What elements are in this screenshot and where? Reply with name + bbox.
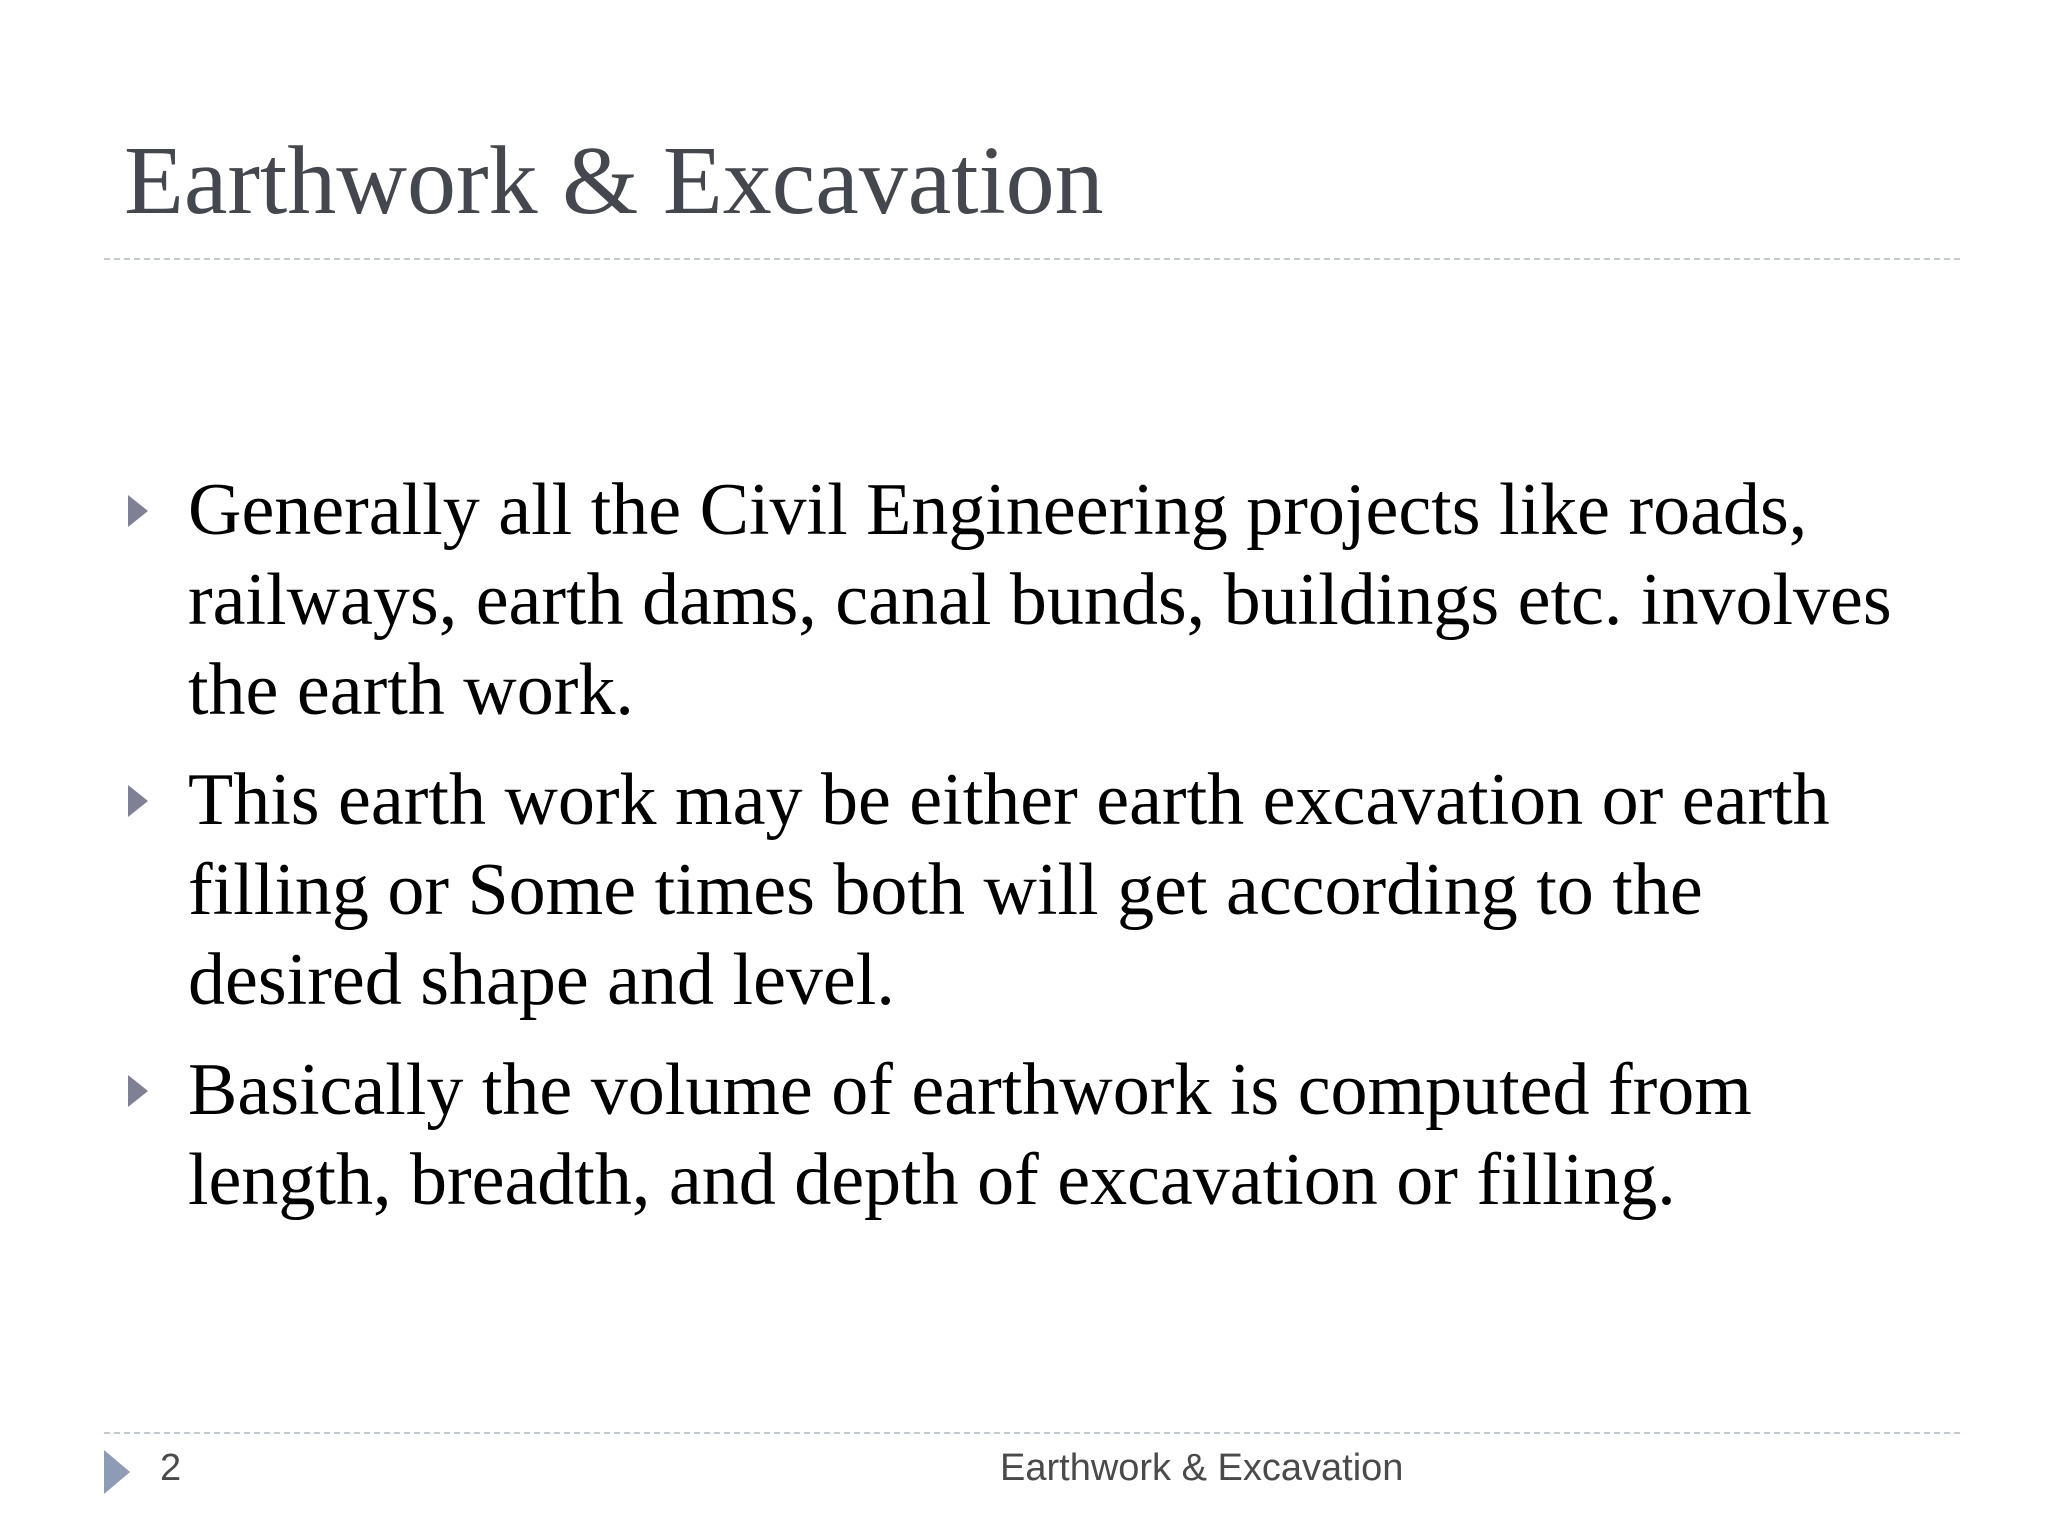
page-number: 2 [160,1447,182,1489]
footer-divider [104,1432,1960,1434]
bullet-text: Basically the volume of earthwork is computed from length, breadth, and depth of excavation or filling. [188,1049,1752,1221]
triangle-right-icon [128,785,148,817]
title-divider [104,258,1960,260]
bullet-item [124,1045,1924,1225]
triangle-right-icon [128,495,148,527]
footer-triangle-icon [104,1450,130,1494]
bullet-text: This earth work may be either earth excavation or earth filling or Some times both will get according to the desired shape and level. [188,759,1830,1021]
triangle-right-icon [128,1075,148,1107]
footer-title: Earthwork & Excavation [1000,1447,1404,1489]
slide-title: Earthwork & Excavation [124,127,1104,235]
bullet-item [124,465,1924,735]
bullet-list [124,465,1924,1245]
bullet-item [124,755,1924,1025]
bullet-text: Generally all the Civil Engineering projects like roads, railways, earth dams, canal bunds, buildings etc. involves the earth work. [188,469,1892,731]
